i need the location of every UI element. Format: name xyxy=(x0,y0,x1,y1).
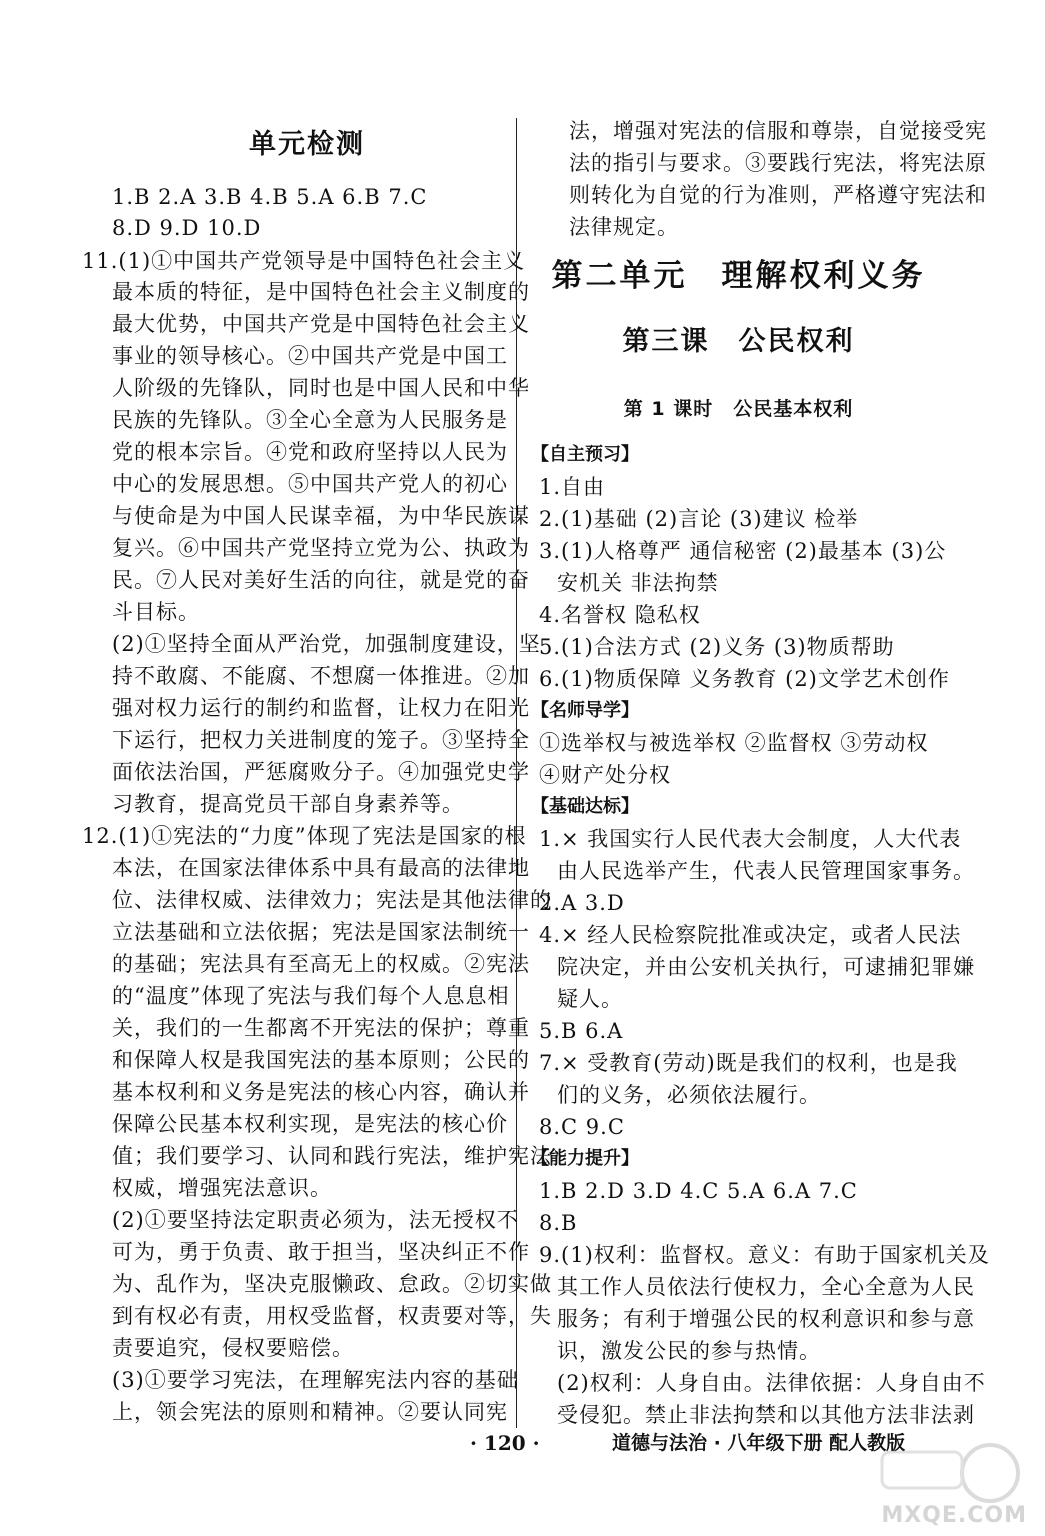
watermark-stamp-icon xyxy=(862,1438,1027,1508)
answer-line: 与使命是为中国人民谋幸福，为中华民族谋 xyxy=(112,504,530,528)
tag-guide: 【名师导学】 xyxy=(531,700,639,721)
answer-line: 事业的领导核心。②中国共产党是中国工 xyxy=(112,344,508,368)
answer-line: 中心的发展思想。⑤中国共产党人的初心 xyxy=(112,472,508,496)
answer-line: (2)①要坚持法定职责必须为，法无授权不 xyxy=(112,1208,519,1232)
answer-line: 上，领会宪法的原则和精神。②要认同宪 xyxy=(112,1400,508,1424)
answer-line: 斗目标。 xyxy=(112,600,200,624)
answer-line: 下运行，把权力关进制度的笼子。③坚持全 xyxy=(112,728,530,752)
answer-line: 的基础；宪法具有至高无上的权威。②宪法 xyxy=(112,952,530,976)
watermark-logo xyxy=(862,1438,1027,1528)
answer-line: 疑人。 xyxy=(557,987,623,1011)
tag-ability: 【能力提升】 xyxy=(531,1148,639,1169)
answer-line: 民。⑦人民对美好生活的向往，就是党的奋 xyxy=(112,568,530,592)
page-number: · 120 · xyxy=(470,1431,540,1455)
answer-line: 可为，勇于负责、敢于担当，坚决纠正不作 xyxy=(112,1240,530,1264)
answer-line: ④财产处分权 xyxy=(539,763,671,787)
answer-line: 关，我们的一生都离不开宪法的保护；尊重 xyxy=(112,1016,530,1040)
answer-line: 最大优势，中国共产党是中国特色社会主义 xyxy=(112,312,530,336)
answer-line: 院决定，并由公安机关执行，可逮捕犯罪嫌 xyxy=(557,955,975,979)
answer-line: 党的根本宗旨。④党和政府坚持以人民为 xyxy=(112,440,508,464)
answer-line: 的“温度”体现了宪法与我们每个人息息相 xyxy=(112,984,510,1008)
answer-line: 持不敢腐、不能腐、不想腐一体推进。②加 xyxy=(112,664,530,688)
section-heading: 单元检测 xyxy=(249,129,365,160)
answer-line: 权威，增强宪法意识。 xyxy=(112,1176,332,1200)
answer-line: 1.自由 xyxy=(539,475,606,499)
answer-line: 2.(1)基础 (2)言论 (3)建议 检举 xyxy=(539,507,859,531)
watermark-text: MXQE.COM xyxy=(881,1503,1027,1528)
answer-line: 则转化为自觉的行为准则，严格遵守宪法和 xyxy=(569,183,987,207)
answer-line: 面依法治国，严惩腐败分子。④加强党史学 xyxy=(112,760,530,784)
answer-line: 由人民选举产生，代表人民管理国家事务。 xyxy=(557,859,975,883)
book-title: 道德与法治 · 八年级下册 配人教版 xyxy=(612,1432,906,1454)
answer-line: (3)①要学习宪法，在理解宪法内容的基础 xyxy=(112,1368,519,1392)
answer-line: 1.B 2.A 3.B 4.B 5.A 6.B 7.C xyxy=(112,185,428,209)
answer-line: 为、乱作为，坚决克服懒政、怠政。②切实做 xyxy=(112,1272,552,1296)
answer-line: 到有权必有责，用权受监督，权责要对等，失 xyxy=(112,1304,552,1328)
answer-line: 受侵犯。禁止非法拘禁和以其他方法非法剥 xyxy=(557,1403,975,1427)
answer-line: 位、法律权威、法律效力；宪法是其他法律的 xyxy=(112,888,552,912)
answer-line: (2)权利：人身自由。法律依据：人身自由不 xyxy=(557,1371,986,1395)
answer-line: 4.× 经人民检察院批准或决定，或者人民法 xyxy=(539,923,962,947)
tag-preview: 【自主预习】 xyxy=(531,444,639,465)
answer-line: 保障公民基本权利实现，是宪法的核心价 xyxy=(112,1112,508,1136)
answer-line: 和保障人权是我国宪法的基本原则；公民的 xyxy=(112,1048,530,1072)
answer-line: 强对权力运行的制约和监督，让权力在阳光 xyxy=(112,696,530,720)
answer-line: 服务；有利于增强公民的权利意识和参与意 xyxy=(557,1307,975,1331)
answer-line: (2)①坚持全面从严治党，加强制度建设，坚 xyxy=(112,632,541,656)
answer-line: 复兴。⑥中国共产党坚持立党为公、执政为 xyxy=(112,536,530,560)
answer-line: 安机关 非法拘禁 xyxy=(557,571,719,595)
answer-line: 基本权利和义务是宪法的核心内容，确认并 xyxy=(112,1080,530,1104)
answer-line: 民族的先锋队。③全心全意为人民服务是 xyxy=(112,408,508,432)
answer-line: 2.A 3.D xyxy=(539,891,625,915)
answer-line: 5.B 6.A xyxy=(539,1019,624,1043)
answer-line: 法律规定。 xyxy=(569,215,679,239)
answer-line: 8.D 9.D 10.D xyxy=(112,216,262,240)
answer-line: 11.(1)①中国共产党领导是中国特色社会主义 xyxy=(82,249,526,273)
answer-line: 7.× 受教育(劳动)既是我们的权利，也是我 xyxy=(539,1051,958,1075)
answer-line: 4.名誉权 隐私权 xyxy=(539,603,701,627)
answer-line: 1.× 我国实行人民代表大会制度，人大代表 xyxy=(539,827,962,851)
answer-line: 3.(1)人格尊严 通信秘密 (2)最基本 (3)公 xyxy=(539,539,947,563)
answer-line: 12.(1)①宪法的“力度”体现了宪法是国家的根 xyxy=(82,824,527,848)
tag-basic: 【基础达标】 xyxy=(531,796,639,817)
answer-line: 8.C 9.C xyxy=(539,1115,625,1139)
answer-line: 8.B xyxy=(539,1211,578,1235)
answer-line: 人阶级的先锋队，同时也是中国人民和中华 xyxy=(112,376,530,400)
answer-line: 1.B 2.D 3.D 4.C 5.A 6.A 7.C xyxy=(539,1179,858,1203)
answer-line: 6.(1)物质保障 义务教育 (2)文学艺术创作 xyxy=(539,667,950,691)
answer-line: 责要追究，侵权要赔偿。 xyxy=(112,1336,354,1360)
answer-line: 法的指引与要求。③要践行宪法，将宪法原 xyxy=(569,151,987,175)
answer-line: 们的义务，必须依法履行。 xyxy=(557,1083,821,1107)
unit-title: 第二单元 理解权利义务 xyxy=(551,258,926,294)
answer-line: 法，增强对宪法的信服和尊崇，自觉接受宪 xyxy=(569,119,987,143)
answer-line: 最本质的特征，是中国特色社会主义制度的 xyxy=(112,280,530,304)
answer-line: 立法基础和立法依据；宪法是国家法制统一 xyxy=(112,920,530,944)
answer-line: 值；我们要学习、认同和践行宪法，维护宪法 xyxy=(112,1144,552,1168)
answer-line: 其工作人员依法行使权力，全心全意为人民 xyxy=(557,1275,975,1299)
answer-line: 5.(1)合法方式 (2)义务 (3)物质帮助 xyxy=(539,635,895,659)
lesson-title: 第三课 公民权利 xyxy=(622,326,855,357)
answer-line: 识，激发公民的参与热情。 xyxy=(557,1339,821,1363)
answer-line: 本法，在国家法律体系中具有最高的法律地 xyxy=(112,856,530,880)
answer-line: ①选举权与被选举权 ②监督权 ③劳动权 xyxy=(539,731,929,755)
answer-line: 习教育，提高党员干部自身素养等。 xyxy=(112,792,464,816)
period-title: 第 1 课时 公民基本权利 xyxy=(623,398,854,420)
answer-line: 9.(1)权利：监督权。意义：有助于国家机关及 xyxy=(539,1243,990,1267)
